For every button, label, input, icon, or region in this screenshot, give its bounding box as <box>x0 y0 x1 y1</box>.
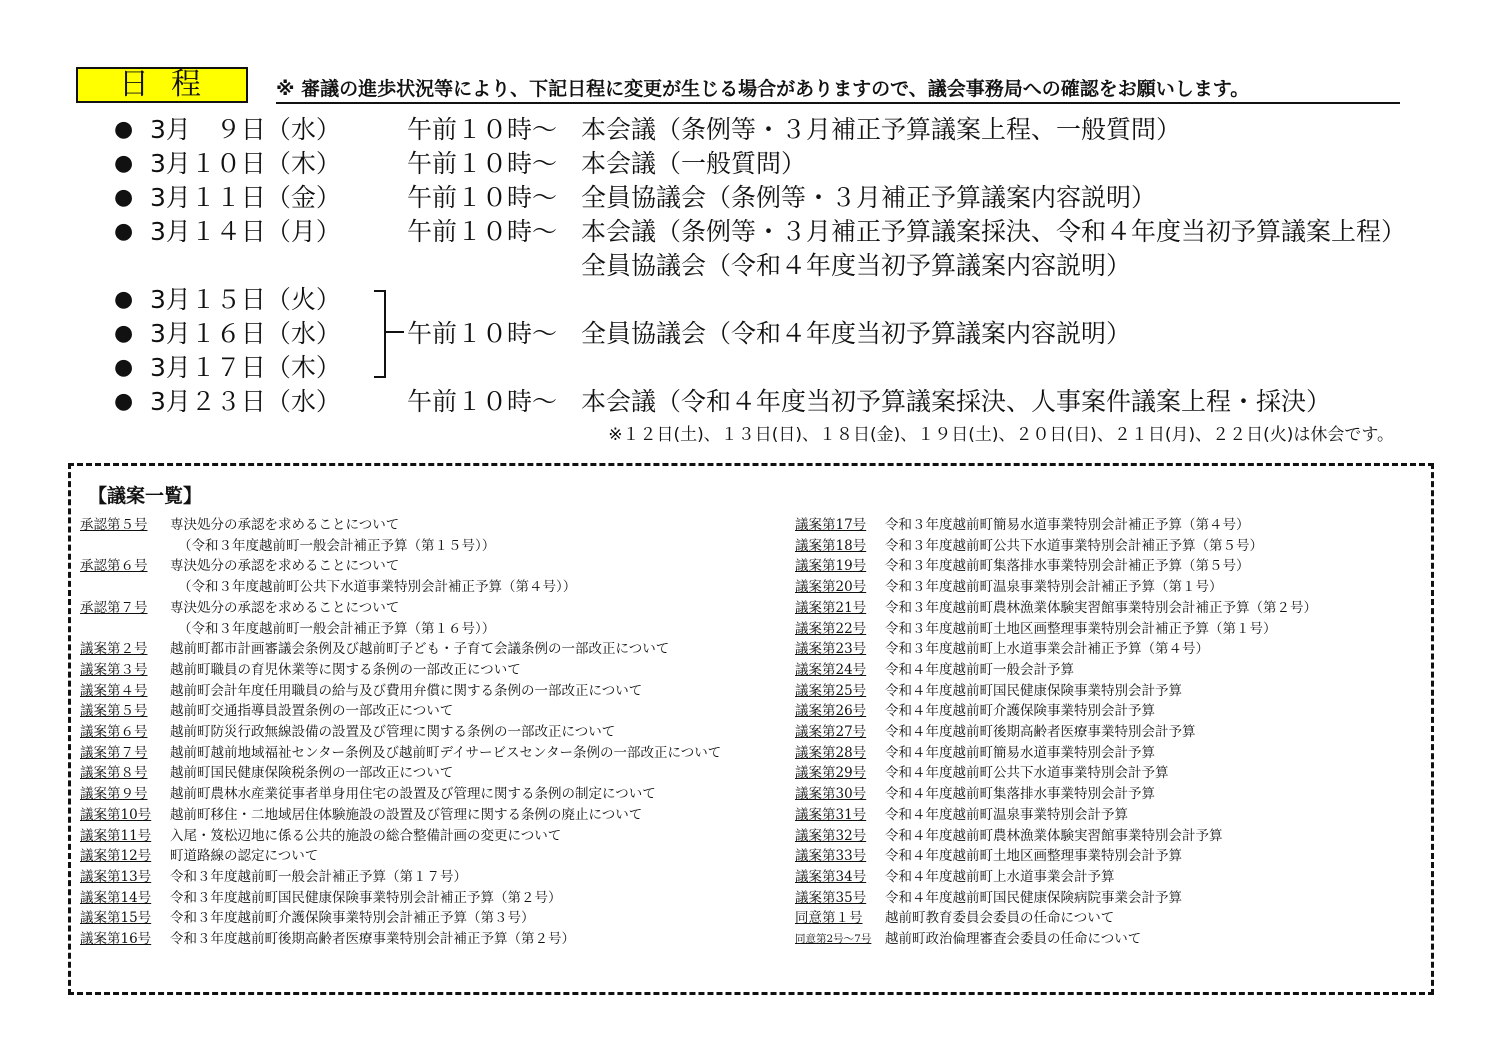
bill-number: 議案第28号 <box>795 744 867 761</box>
bill-title: 令和３年度越前町後期高齢者医療事業特別会計補正予算（第２号） <box>170 931 575 948</box>
schedule-event: 本会議（令和４年度当初予算議案採決、人事案件議案上程・採決） <box>581 387 1332 416</box>
schedule-row <box>0 317 1500 351</box>
schedule-time: 午前１０時〜 <box>407 149 558 178</box>
bill-title-block <box>885 722 1415 743</box>
bill-title-block <box>885 846 1415 867</box>
bill-item <box>80 598 780 639</box>
bill-item <box>80 701 780 722</box>
bill-number: 議案第22号 <box>795 620 867 637</box>
schedule-title: 日程 <box>76 67 248 103</box>
bill-title: 越前町農林水産業従事者単身用住宅の設置及び管理に関する条例の制定について <box>170 786 656 803</box>
bill-title-block <box>885 867 1415 888</box>
bill-item <box>795 763 1415 784</box>
bill-list-heading: 【議案一覧】 <box>88 485 203 507</box>
schedule-date: 3月 ９日（水） <box>150 115 341 144</box>
bill-title: 令和３年度越前町上水道事業会計補正予算（第４号） <box>885 641 1209 658</box>
schedule-bullet-icon: ● <box>114 321 134 346</box>
bill-title: 入尾・笈松辺地に係る公共的施設の総合整備計画の変更について <box>170 827 562 844</box>
schedule-bullet-icon: ● <box>114 287 134 312</box>
schedule-date: 3月１４日（月） <box>150 217 341 246</box>
schedule-time: 午前１０時〜 <box>407 115 558 144</box>
schedule-row <box>0 215 1500 249</box>
bill-title-block <box>885 681 1415 702</box>
bill-title: 越前町政治倫理審査会委員の任命について <box>885 931 1142 948</box>
bill-item <box>795 826 1415 847</box>
bill-item <box>80 722 780 743</box>
bill-number: 議案第13号 <box>80 868 152 885</box>
bill-title: 令和４年度越前町簡易水道事業特別会計予算 <box>885 744 1155 761</box>
schedule-date: 3月１５日（火） <box>150 285 341 314</box>
bill-number: 議案第30号 <box>795 786 867 803</box>
bill-number: 議案第34号 <box>795 868 867 885</box>
bill-number: 同意第2号〜7号 <box>795 933 872 946</box>
schedule-row <box>0 385 1500 419</box>
schedule-date: 3月１１日（金） <box>150 183 341 212</box>
bill-item <box>795 929 1415 950</box>
bill-title-block <box>170 639 780 660</box>
bill-title-block <box>885 888 1415 909</box>
bill-title-block <box>170 888 780 909</box>
bill-item <box>795 660 1415 681</box>
bill-number: 承認第７号 <box>80 599 148 616</box>
bill-item <box>80 681 780 702</box>
schedule-event: 全員協議会（令和４年度当初予算議案内容説明） <box>581 251 1132 280</box>
bill-title: 越前町国民健康保険税条例の一部改正について <box>170 765 454 782</box>
bill-title-block <box>170 784 780 805</box>
holiday-note: ※１２日(土)、１３日(日)、１８日(金)、１９日(土)、２０日(日)、２１日(月)、２２日(火)は休会です。 <box>608 425 1394 445</box>
bill-number: 同意第１号 <box>795 910 863 927</box>
bill-title: 令和３年度越前町介護保険事業特別会計補正予算（第３号） <box>170 910 535 927</box>
bill-title: 令和３年度越前町一般会計補正予算（第１７号） <box>170 868 467 885</box>
bill-title: 専決処分の承認を求めることについて <box>170 558 400 575</box>
bill-title: 町道路線の認定について <box>170 848 319 865</box>
bill-title: 令和４年度越前町国民健康保険病院事業会計予算 <box>885 889 1182 906</box>
bill-title: 越前町防災行政無線設備の設置及び管理に関する条例の一部改正について <box>170 724 616 741</box>
bill-title-block <box>885 743 1415 764</box>
bill-item <box>795 515 1415 536</box>
schedule-event: 全員協議会（令和４年度当初予算議案内容説明） <box>581 319 1132 348</box>
bill-item <box>80 846 780 867</box>
bill-item <box>795 556 1415 577</box>
bill-title: 令和４年度越前町介護保険事業特別会計予算 <box>885 703 1155 720</box>
schedule-row <box>0 249 1500 283</box>
bill-number: 議案第24号 <box>795 661 867 678</box>
date-range-bracket <box>374 290 386 378</box>
schedule-bullet-icon: ● <box>114 151 134 176</box>
bill-title-block <box>885 515 1415 536</box>
bill-title: 越前町職員の育児休業等に関する条例の一部改正について <box>170 661 521 678</box>
date-range-bracket-tick <box>386 331 404 333</box>
bill-number: 議案第25号 <box>795 682 867 699</box>
schedule-date: 3月１６日（水） <box>150 319 341 348</box>
bill-title-block <box>170 556 780 597</box>
bill-title-block <box>885 598 1415 619</box>
bill-title: 令和４年度越前町集落排水事業特別会計予算 <box>885 786 1155 803</box>
schedule-row <box>0 181 1500 215</box>
schedule-bullet-icon: ● <box>114 117 134 142</box>
bill-title-block <box>170 867 780 888</box>
bill-item <box>795 743 1415 764</box>
bill-title-block <box>885 701 1415 722</box>
bill-title-block <box>170 515 780 556</box>
schedule-bullet-icon: ● <box>114 389 134 414</box>
bill-item <box>80 826 780 847</box>
bill-title: 令和３年度越前町温泉事業特別会計補正予算（第１号） <box>885 579 1223 596</box>
bill-title: 令和４年度越前町一般会計予算 <box>885 661 1074 678</box>
bill-number: 議案第10号 <box>80 806 152 823</box>
schedule-time: 午前１０時〜 <box>407 183 558 212</box>
bill-title-block <box>170 743 780 764</box>
bill-list-left-column <box>80 515 780 950</box>
schedule-date: 3月２３日（水） <box>150 387 341 416</box>
bill-title: 令和４年度越前町上水道事業会計予算 <box>885 868 1115 885</box>
schedule-event: 本会議（条例等・３月補正予算議案上程、一般質問） <box>581 115 1182 144</box>
bill-title: 令和３年度越前町農林漁業体験実習館事業特別会計補正予算（第２号） <box>885 599 1317 616</box>
bill-item <box>795 805 1415 826</box>
bill-title-block <box>885 805 1415 826</box>
bill-item <box>795 867 1415 888</box>
bill-number: 議案第29号 <box>795 765 867 782</box>
bill-number: 議案第12号 <box>80 848 152 865</box>
bill-number: 承認第６号 <box>80 558 148 575</box>
bill-title-block <box>170 681 780 702</box>
schedule-row <box>0 113 1500 147</box>
bill-title: 令和３年度越前町国民健康保険事業特別会計補正予算（第２号） <box>170 889 562 906</box>
bill-number: 議案第３号 <box>80 661 148 678</box>
bill-item <box>795 908 1415 929</box>
schedule-bullet-icon: ● <box>114 355 134 380</box>
schedule-row <box>0 351 1500 385</box>
bill-number: 議案第32号 <box>795 827 867 844</box>
bill-title: 越前町交通指導員設置条例の一部改正について <box>170 703 454 720</box>
bill-title: 令和３年度越前町集落排水事業特別会計補正予算（第５号） <box>885 558 1250 575</box>
bill-title: 令和４年度越前町温泉事業特別会計予算 <box>885 806 1128 823</box>
bill-title-block <box>170 826 780 847</box>
bill-number: 議案第15号 <box>80 910 152 927</box>
bill-item <box>80 639 780 660</box>
bill-title-block <box>170 660 780 681</box>
bill-item <box>80 784 780 805</box>
bill-number: 議案第21号 <box>795 599 867 616</box>
schedule-event: 本会議（一般質問） <box>581 149 807 178</box>
bill-title-block <box>885 763 1415 784</box>
bill-item <box>795 598 1415 619</box>
bill-number: 議案第31号 <box>795 806 867 823</box>
bill-title: 越前町越前地域福祉センター条例及び越前町デイサービスセンター条例の一部改正について <box>170 744 722 761</box>
bill-number: 議案第11号 <box>80 827 152 844</box>
bill-number: 議案第20号 <box>795 579 867 596</box>
schedule-row <box>0 147 1500 181</box>
bill-title: 専決処分の承認を求めることについて <box>170 517 400 533</box>
bill-number: 議案第19号 <box>795 558 867 575</box>
bill-title-block <box>885 639 1415 660</box>
bill-title-block <box>885 619 1415 640</box>
bill-title-block <box>885 826 1415 847</box>
bill-item <box>80 888 780 909</box>
bill-item <box>795 888 1415 909</box>
bill-title-block <box>170 763 780 784</box>
bill-subtitle: （令和３年度越前町一般会計補正予算（第１６号）） <box>178 620 496 637</box>
bill-title: 令和４年度越前町国民健康保険事業特別会計予算 <box>885 682 1182 699</box>
bill-title: 令和４年度越前町土地区画整理事業特別会計予算 <box>885 848 1182 865</box>
bill-title-block <box>170 701 780 722</box>
bill-number: 承認第５号 <box>80 517 148 533</box>
bill-title: 越前町都市計画審議会条例及び越前町子ども・子育て会議条例の一部改正について <box>170 641 670 658</box>
bill-item <box>80 556 780 597</box>
schedule-date: 3月１７日（木） <box>150 353 341 382</box>
bill-item <box>80 660 780 681</box>
bill-title-block <box>885 929 1415 950</box>
bill-title-block <box>885 556 1415 577</box>
bill-item <box>795 846 1415 867</box>
bill-item <box>795 784 1415 805</box>
bill-item <box>795 701 1415 722</box>
bill-title-block <box>170 805 780 826</box>
bill-title: 越前町移住・二地域居住体験施設の設置及び管理に関する条例の廃止について <box>170 806 643 823</box>
schedule-time: 午前１０時〜 <box>407 319 558 348</box>
bill-number: 議案第27号 <box>795 724 867 741</box>
bill-number: 議案第６号 <box>80 724 148 741</box>
bill-number: 議案第33号 <box>795 848 867 865</box>
bill-item <box>795 639 1415 660</box>
bill-title: 令和３年度越前町公共下水道事業特別会計補正予算（第５号） <box>885 537 1263 554</box>
bill-number: 議案第17号 <box>795 517 867 533</box>
bill-title-block <box>885 577 1415 598</box>
bill-item <box>80 763 780 784</box>
bill-title-block <box>885 784 1415 805</box>
bill-number: 議案第26号 <box>795 703 867 720</box>
bill-subtitle: （令和３年度越前町一般会計補正予算（第１５号）） <box>178 537 496 554</box>
bill-item <box>795 681 1415 702</box>
bill-number: 議案第16号 <box>80 931 152 948</box>
bill-number: 議案第14号 <box>80 889 152 906</box>
bill-number: 議案第７号 <box>80 744 148 761</box>
schedule-time: 午前１０時〜 <box>407 217 558 246</box>
bill-title-block <box>170 908 780 929</box>
schedule-event: 全員協議会（条例等・３月補正予算議案内容説明） <box>581 183 1157 212</box>
schedule-event: 本会議（条例等・３月補正予算議案採決、令和４年度当初予算議案上程） <box>581 217 1407 246</box>
schedule-bullet-icon: ● <box>114 219 134 244</box>
bill-title-block <box>885 536 1415 557</box>
bill-item <box>80 908 780 929</box>
schedule-row <box>0 283 1500 317</box>
bill-item <box>80 805 780 826</box>
bill-subtitle: （令和３年度越前町公共下水道事業特別会計補正予算（第４号）） <box>178 579 577 596</box>
bill-number: 議案第23号 <box>795 641 867 658</box>
bill-title: 令和４年度越前町公共下水道事業特別会計予算 <box>885 765 1169 782</box>
bill-title: 専決処分の承認を求めることについて <box>170 599 400 616</box>
bill-number: 議案第５号 <box>80 703 148 720</box>
bill-title: 令和３年度越前町土地区画整理事業特別会計補正予算（第１号） <box>885 620 1277 637</box>
bill-item <box>80 743 780 764</box>
bill-title: 令和４年度越前町農林漁業体験実習館事業特別会計予算 <box>885 827 1223 844</box>
bill-title-block <box>885 660 1415 681</box>
bill-title: 令和４年度越前町後期高齢者医療事業特別会計予算 <box>885 724 1196 741</box>
bill-item <box>795 536 1415 557</box>
bill-number: 議案第８号 <box>80 765 148 782</box>
bill-item <box>795 577 1415 598</box>
bill-title: 越前町会計年度任用職員の給与及び費用弁償に関する条例の一部改正について <box>170 682 643 699</box>
bill-title-block <box>170 846 780 867</box>
schedule-time: 午前１０時〜 <box>407 387 558 416</box>
schedule-bullet-icon: ● <box>114 185 134 210</box>
bill-number: 議案第９号 <box>80 786 148 803</box>
bill-item <box>795 619 1415 640</box>
bill-title: 越前町教育委員会委員の任命について <box>885 910 1115 927</box>
bill-title-block <box>170 722 780 743</box>
schedule-change-notice: ※ 審議の進歩状況等により、下記日程に変更が生じる場合がありますので、議会事務局への確認をお願いします。 <box>276 76 1400 104</box>
bill-number: 議案第18号 <box>795 537 867 554</box>
schedule-date: 3月１０日（木） <box>150 149 341 178</box>
bill-number: 議案第４号 <box>80 682 148 699</box>
bill-title-block <box>170 929 780 950</box>
bill-number: 議案第２号 <box>80 641 148 658</box>
bill-number: 議案第35号 <box>795 889 867 906</box>
bill-item <box>795 722 1415 743</box>
bill-list-right-column <box>795 515 1415 950</box>
bill-item <box>80 867 780 888</box>
bill-title: 令和３年度越前町簡易水道事業特別会計補正予算（第４号） <box>885 517 1250 533</box>
bill-item <box>80 515 780 556</box>
bill-item <box>80 929 780 950</box>
bill-title-block <box>170 598 780 639</box>
bill-title-block <box>885 908 1415 929</box>
